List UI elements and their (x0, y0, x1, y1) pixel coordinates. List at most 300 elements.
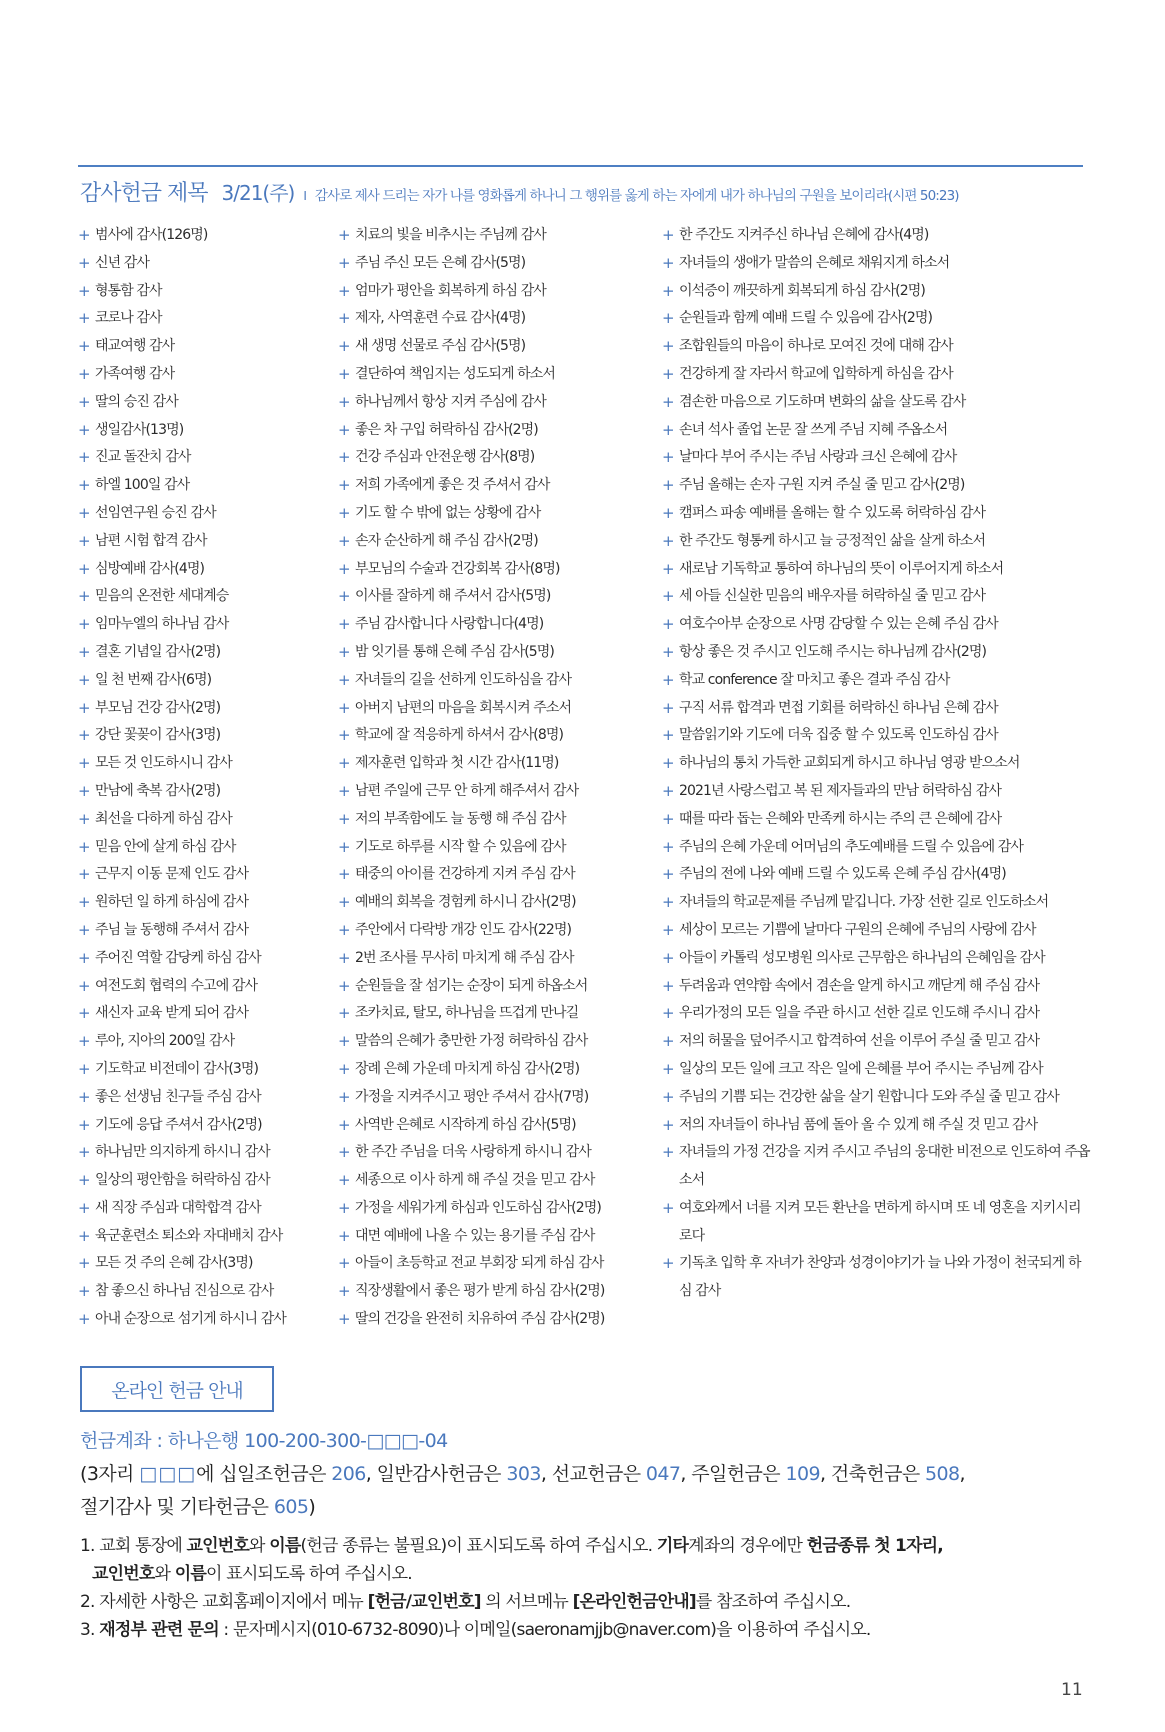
codes-text: ) (308, 1496, 316, 1518)
thanks-item (662, 1056, 1092, 1084)
thanks-item-text: 생일감사(13명) (95, 421, 184, 438)
plus-icon: + (78, 837, 90, 856)
plus-icon: + (662, 364, 674, 383)
thanks-item (78, 722, 328, 750)
plus-icon: + (78, 642, 90, 661)
note-text: 계좌의 경우에만 (688, 1536, 807, 1556)
plus-icon: + (78, 670, 90, 689)
thanks-item-text: 여호수아부 순장으로 사명 감당할 수 있는 은혜 주심 감사 (679, 616, 998, 633)
plus-icon: + (78, 281, 90, 300)
plus-icon: + (662, 809, 674, 828)
plus-icon: + (78, 698, 90, 717)
plus-icon: + (338, 642, 350, 661)
thanks-item-text: 임마누엘의 하나님 감사 (95, 616, 229, 633)
plus-icon: + (662, 948, 674, 967)
plus-icon: + (78, 809, 90, 828)
plus-icon: + (662, 503, 674, 522)
thanks-item-text: 엄마가 평안을 회복하게 하심 감사 (355, 282, 546, 299)
thanks-item-text: 기독초 입학 후 자녀가 찬양과 성경이야기가 늘 나와 가정이 천국되게 하심 감사 (679, 1255, 1081, 1300)
thanks-item (338, 1028, 658, 1056)
thanks-item-text: 저희 가족에게 좋은 것 주셔서 감사 (355, 477, 550, 494)
thanks-item-text: 남편 주일에 근무 안 하게 해주셔서 감사 (355, 782, 579, 799)
thanks-item (338, 917, 658, 945)
thanks-item-text: 손녀 석사 졸업 논문 잘 쓰게 주님 지혜 주옵소서 (679, 421, 948, 438)
thanks-item-text: 참 좋으신 하나님 진심으로 감사 (95, 1283, 274, 1300)
thanks-item (338, 472, 658, 500)
thanks-item-text: 남편 시험 합격 감사 (95, 532, 207, 549)
thanks-item (338, 806, 658, 834)
thanks-item (78, 444, 328, 472)
thanks-item (78, 611, 328, 639)
plus-icon: + (662, 1004, 674, 1023)
thanks-item (338, 1084, 658, 1112)
thanks-item (78, 1084, 328, 1112)
plus-icon: + (338, 1143, 350, 1162)
thanks-item-text: 여호와께서 너를 지켜 모든 환난을 면하게 하시며 또 네 영혼을 지키시리로다 (679, 1199, 1081, 1244)
thanks-item (338, 639, 658, 667)
thanks-item (662, 556, 1092, 584)
plus-icon: + (78, 976, 90, 995)
thanks-item (662, 695, 1092, 723)
thanks-item (338, 1000, 658, 1028)
codes-text: 절기감사 및 기타헌금은 (80, 1496, 274, 1518)
thanks-item (78, 917, 328, 945)
plus-icon: + (78, 781, 90, 800)
thanks-item-text: 기도에 응답 주셔서 감사(2명) (95, 1116, 262, 1133)
thanks-item-text: 일 천 번째 감사(6명) (95, 671, 212, 688)
thanks-item (78, 528, 328, 556)
plus-icon: + (338, 1282, 350, 1301)
thanks-item-text: 저의 자녀들이 하나님 품에 돌아 올 수 있게 해 주실 것 믿고 감사 (679, 1116, 1038, 1133)
plus-icon: + (78, 1254, 90, 1273)
thanks-item-text: 여전도회 협력의 수고에 감사 (95, 977, 258, 994)
plus-icon: + (78, 1004, 90, 1023)
thanks-item (338, 889, 658, 917)
note-2 (80, 1588, 1090, 1616)
thanks-item (338, 389, 658, 417)
code-mission: 047 (645, 1463, 681, 1485)
thanks-item-text: 자녀들의 생애가 말씀의 은혜로 채워지게 하소서 (679, 254, 950, 271)
thanks-offering-header (80, 176, 1090, 207)
thanks-item-text: 새로남 기독학교 통하여 하나님의 뜻이 이루어지게 하소서 (679, 560, 1004, 577)
thanks-item (78, 472, 328, 500)
thanks-item-text: 캠퍼스 파송 예배를 올해는 할 수 있도록 허락하심 감사 (679, 504, 986, 521)
plus-icon: + (662, 920, 674, 939)
thanks-column-3 (662, 222, 1092, 1306)
thanks-item-text: 항상 좋은 것 주시고 인도해 주시는 하나님께 감사(2명) (679, 643, 987, 660)
plus-icon: + (338, 587, 350, 606)
thanks-item-text: 딸의 승진 감사 (95, 393, 178, 410)
thanks-item-text: 믿음의 온전한 세대계승 (95, 588, 229, 605)
thanks-item (338, 945, 658, 973)
thanks-item (338, 1223, 658, 1251)
thanks-item (662, 806, 1092, 834)
bible-verse: 감사로 제사 드리는 자가 나를 영화롭게 하나니 그 행위를 옳게 하는 자에게 내가 하나님의 구원을 보이리라(시편 50:23) (314, 188, 959, 204)
plus-icon: + (78, 1032, 90, 1051)
thanks-item (338, 1056, 658, 1084)
thanks-item-text: 주님의 기쁨 되는 건강한 삶을 살기 원합니다 도와 주실 줄 믿고 감사 (679, 1088, 1059, 1105)
thanks-item (78, 556, 328, 584)
thanks-item (662, 667, 1092, 695)
thanks-item-text: 두려움과 연약함 속에서 겸손을 알게 하시고 깨닫게 해 주심 감사 (679, 977, 1040, 994)
thanks-item (338, 222, 658, 250)
plus-icon: + (662, 476, 674, 495)
plus-icon: + (338, 920, 350, 939)
plus-icon: + (662, 726, 674, 745)
thanks-item (662, 917, 1092, 945)
thanks-item-text: 주님 올해는 손자 구원 지켜 주실 줄 믿고 감사(2명) (679, 477, 965, 494)
thanks-item (338, 834, 658, 862)
note-text: 의 서브메뉴 (480, 1592, 573, 1612)
offering-codes (80, 1458, 1080, 1524)
plus-icon: + (662, 1254, 674, 1273)
thanks-item-text: 자녀들의 길을 선하게 인도하심을 감사 (355, 671, 572, 688)
note-bold: 이름 (269, 1536, 301, 1556)
thanks-item-text: 아들이 초등학교 전교 부회장 되게 하심 감사 (355, 1255, 604, 1272)
codes-text: , 건축헌금은 (819, 1463, 926, 1485)
plus-icon: + (662, 1087, 674, 1106)
plus-icon: + (78, 420, 90, 439)
plus-icon: + (662, 1115, 674, 1134)
offering-notes (80, 1532, 1090, 1644)
thanks-item-text: 결혼 기념일 감사(2명) (95, 643, 221, 660)
thanks-item (338, 1112, 658, 1140)
plus-icon: + (338, 726, 350, 745)
thanks-item-text: 순원들을 잘 섬기는 순장이 되게 하옵소서 (355, 977, 588, 994)
thanks-item (338, 333, 658, 361)
plus-icon: + (662, 893, 674, 912)
note-text: 2. 자세한 사항은 교회홈페이지에서 메뉴 (80, 1592, 368, 1612)
code-placeholder-boxes: □□□ (139, 1463, 197, 1485)
plus-icon: + (662, 559, 674, 578)
note-bold: 교인번호 (186, 1536, 250, 1556)
thanks-item (78, 333, 328, 361)
thanks-item-text: 딸의 건강을 완전히 치유하여 주심 감사(2명) (355, 1311, 605, 1328)
thanks-item-text: 치료의 빛을 비추시는 주님께 감사 (355, 227, 546, 243)
thanks-item (78, 361, 328, 389)
thanks-item (78, 305, 328, 333)
plus-icon: + (338, 615, 350, 634)
thanks-item (338, 1167, 658, 1195)
thanks-item-text: 주안에서 다락방 개강 인도 감사(22명) (355, 921, 572, 938)
thanks-item-text: 자녀들의 학교문제를 주님께 맡깁니다. 가장 선한 길로 인도하소서 (679, 894, 1049, 911)
plus-icon: + (338, 392, 350, 411)
thanks-item (338, 250, 658, 278)
thanks-item-text: 장례 은혜 가운데 마치게 하심 감사(2명) (355, 1060, 580, 1077)
thanks-item-text: 직장생활에서 좋은 평가 받게 하심 감사(2명) (355, 1283, 605, 1300)
plus-icon: + (662, 281, 674, 300)
thanks-item (662, 722, 1092, 750)
thanks-item-text: 2021년 사랑스럽고 복 된 제자들과의 만남 허락하심 감사 (679, 782, 1001, 799)
plus-icon: + (78, 1115, 90, 1134)
thanks-item-text: 원하던 일 하게 하심에 감사 (95, 894, 249, 911)
thanks-item-text: 한 주간도 형통케 하시고 늘 긍정적인 삶을 살게 하소서 (679, 532, 986, 549)
thanks-item (662, 750, 1092, 778)
thanks-item-text: 주님의 전에 나와 예배 드릴 수 있도록 은혜 주심 감사(4명) (679, 866, 1006, 883)
thanks-item (662, 417, 1092, 445)
online-offering-title: 온라인 헌금 안내 (80, 1366, 274, 1412)
plus-icon: + (338, 865, 350, 884)
thanks-item-text: 아버지 남편의 마음을 회복시켜 주소서 (355, 699, 572, 716)
plus-icon: + (78, 920, 90, 939)
plus-icon: + (338, 1310, 350, 1329)
thanks-item-text: 새 직장 주심과 대학합격 감사 (95, 1199, 261, 1216)
plus-icon: + (662, 531, 674, 550)
plus-icon: + (338, 1059, 350, 1078)
thanks-item-text: 결단하여 책임지는 성도되게 하소서 (355, 365, 556, 382)
thanks-item (662, 861, 1092, 889)
thanks-item-text: 조합원들의 마음이 하나로 모여진 것에 대해 감사 (679, 338, 953, 355)
thanks-item (662, 1000, 1092, 1028)
thanks-item (78, 583, 328, 611)
plus-icon: + (78, 448, 90, 467)
thanks-item-text: 세상이 모르는 기쁨에 날마다 구원의 은혜에 주님의 사랑에 감사 (679, 921, 1036, 938)
thanks-item-text: 기도 할 수 밖에 없는 상황에 감사 (355, 504, 541, 521)
plus-icon: + (338, 893, 350, 912)
thanks-item (662, 973, 1092, 1001)
thanks-item (338, 444, 658, 472)
thanks-item-text: 건강 주심과 안전운행 감사(8명) (355, 449, 535, 466)
plus-icon: + (78, 1171, 90, 1190)
thanks-item (662, 583, 1092, 611)
plus-icon: + (338, 1115, 350, 1134)
thanks-item (78, 889, 328, 917)
code-other: 605 (273, 1496, 309, 1518)
thanks-item (662, 1084, 1092, 1112)
plus-icon: + (338, 698, 350, 717)
thanks-item-text: 범사에 감사(126명) (95, 227, 208, 243)
thanks-item (78, 1028, 328, 1056)
thanks-item-text: 손자 순산하게 해 주심 감사(2명) (355, 532, 538, 549)
thanks-item (338, 528, 658, 556)
thanks-item-text: 육군훈련소 퇴소와 자대배치 감사 (95, 1227, 283, 1244)
thanks-item (662, 889, 1092, 917)
plus-icon: + (78, 503, 90, 522)
thanks-item-text: 하엘 100일 감사 (95, 477, 190, 494)
thanks-item-text: 대면 예배에 나올 수 있는 용기를 주심 감사 (355, 1227, 595, 1244)
thanks-item-text: 태교여행 감사 (95, 338, 175, 355)
thanks-item-text: 사역반 은혜로 시작하게 하심 감사(5명) (355, 1116, 576, 1133)
thanks-item-text: 이사를 잘하게 해 주셔서 감사(5명) (355, 588, 551, 605)
thanks-item-text: 2번 조사를 무사히 마치게 해 주심 감사 (355, 949, 574, 966)
thanks-item (338, 1306, 658, 1334)
thanks-item-text: 주님 주신 모든 은혜 감사(5명) (355, 254, 526, 271)
note-bold: 이름 (174, 1564, 206, 1584)
plus-icon: + (338, 448, 350, 467)
plus-icon: + (78, 948, 90, 967)
thanks-item (338, 778, 658, 806)
thanks-item (78, 778, 328, 806)
note-bold: [헌금/교인번호] (367, 1592, 481, 1612)
thanks-item-text: 세종으로 이사 하게 해 주실 것을 믿고 감사 (355, 1172, 595, 1189)
thanks-item (338, 695, 658, 723)
thanks-item-text: 학교에 잘 적응하게 하셔서 감사(8명) (355, 727, 564, 744)
thanks-item (338, 750, 658, 778)
plus-icon: + (78, 726, 90, 745)
thanks-item-text: 심방예배 감사(4명) (95, 560, 205, 577)
plus-icon: + (78, 559, 90, 578)
codes-text: , 주일헌금은 (680, 1463, 786, 1485)
thanks-item (338, 583, 658, 611)
thanks-item (662, 834, 1092, 862)
plus-icon: + (338, 1254, 350, 1273)
thanks-item-text: 믿음 안에 살게 하심 감사 (95, 838, 236, 855)
thanks-item (78, 1056, 328, 1084)
plus-icon: + (78, 587, 90, 606)
thanks-item (662, 333, 1092, 361)
thanks-item (662, 1250, 1092, 1306)
plus-icon: + (78, 309, 90, 328)
page-number: 11 (1061, 1680, 1083, 1700)
plus-icon: + (662, 698, 674, 717)
note-text: 이 표시되도록 하여 주십시오. (205, 1564, 412, 1584)
plus-icon: + (662, 1032, 674, 1051)
code-thanks: 303 (506, 1463, 541, 1485)
thanks-item-text: 강단 꽃꽂이 감사(3명) (95, 727, 221, 744)
section-date: 3/21(주) (221, 181, 295, 205)
plus-icon: + (338, 948, 350, 967)
plus-icon: + (338, 226, 350, 244)
thanks-item (78, 417, 328, 445)
thanks-item (662, 639, 1092, 667)
thanks-item-text: 제자훈련 입학과 첫 시간 감사(11명) (355, 755, 559, 772)
note-bold: [온라인헌금안내] (572, 1592, 696, 1612)
plus-icon: + (78, 1143, 90, 1162)
header-separator: I (303, 189, 307, 203)
thanks-item-text: 학교 conference 잘 마치고 좋은 결과 주심 감사 (679, 671, 950, 688)
note-text: 를 참조하여 주십시오. (695, 1592, 851, 1612)
thanks-item (78, 1278, 328, 1306)
plus-icon: + (662, 754, 674, 773)
note-1-cont (80, 1560, 1090, 1588)
thanks-item-text: 말씀읽기와 기도에 더욱 집중 할 수 있도록 인도하심 감사 (679, 727, 998, 744)
thanks-item-text: 일상의 평안함을 허락하심 감사 (95, 1172, 270, 1189)
plus-icon: + (78, 226, 90, 244)
plus-icon: + (78, 1087, 90, 1106)
thanks-item-text: 주님 늘 동행해 주셔서 감사 (95, 921, 249, 938)
thanks-item (662, 472, 1092, 500)
thanks-item (662, 611, 1092, 639)
thanks-item-text: 기도학교 비전데이 감사(3명) (95, 1060, 259, 1077)
thanks-item-text: 근무지 이동 문제 인도 감사 (95, 866, 249, 883)
note-bold: 재정부 관련 문의 (99, 1620, 219, 1640)
thanks-item (662, 1139, 1092, 1195)
thanks-item-text: 순원들과 함께 예배 드릴 수 있음에 감사(2명) (679, 310, 933, 327)
plus-icon: + (662, 253, 674, 272)
thanks-item (338, 1195, 658, 1223)
thanks-item (78, 278, 328, 306)
thanks-item (662, 945, 1092, 973)
thanks-item (662, 1112, 1092, 1140)
plus-icon: + (78, 1226, 90, 1245)
thanks-item-text: 주어진 역할 감당케 하심 감사 (95, 949, 261, 966)
thanks-item-text: 선임연구원 승진 감사 (95, 504, 216, 521)
thanks-item (78, 639, 328, 667)
thanks-item (338, 500, 658, 528)
thanks-item (662, 444, 1092, 472)
thanks-item-text: 기도로 하루를 시작 할 수 있음에 감사 (355, 838, 566, 855)
thanks-item (78, 1306, 328, 1334)
thanks-item (78, 1112, 328, 1140)
thanks-item-text: 아내 순장으로 섬기게 하시니 감사 (95, 1311, 286, 1328)
note-bold: 헌금종류 첫 1자리, (806, 1536, 943, 1556)
plus-icon: + (338, 531, 350, 550)
plus-icon: + (78, 893, 90, 912)
plus-icon: + (78, 337, 90, 356)
thanks-item-text: 저의 허물을 덮어주시고 합격하여 선을 이루어 주실 줄 믿고 감사 (679, 1033, 1040, 1050)
codes-text: 에 십일조헌금은 (196, 1463, 332, 1485)
thanks-item-text: 태중의 아이를 건강하게 지켜 주심 감사 (355, 866, 575, 883)
thanks-item-text: 저의 부족함에도 늘 동행 해 주심 감사 (355, 810, 566, 827)
codes-text: (3자리 (80, 1463, 140, 1485)
plus-icon: + (338, 559, 350, 578)
thanks-column-1 (78, 222, 328, 1334)
plus-icon: + (662, 1143, 674, 1162)
thanks-item-text: 예배의 회복을 경험케 하시니 감사(2명) (355, 894, 576, 911)
plus-icon: + (78, 865, 90, 884)
thanks-item-text: 날마다 부어 주시는 주님 사랑과 크신 은혜에 감사 (679, 449, 957, 466)
plus-icon: + (662, 337, 674, 356)
note-bold: 기타 (656, 1536, 689, 1556)
code-sunday: 109 (785, 1463, 820, 1485)
plus-icon: + (78, 754, 90, 773)
thanks-item (338, 278, 658, 306)
plus-icon: + (662, 865, 674, 884)
note-text: 1. 교회 통장에 (80, 1536, 187, 1556)
code-building: 508 (925, 1463, 960, 1485)
thanks-item-text: 한 주간도 지켜주신 하나님 은혜에 감사(4명) (679, 227, 929, 243)
thanks-item (78, 973, 328, 1001)
plus-icon: + (338, 503, 350, 522)
thanks-item (78, 1000, 328, 1028)
thanks-item (78, 861, 328, 889)
thanks-item-text: 코로나 감사 (95, 310, 162, 327)
thanks-item-text: 모든 것 주의 은혜 감사(3명) (95, 1255, 253, 1272)
note-text: 와 (249, 1536, 270, 1556)
thanks-column-2 (338, 222, 658, 1334)
plus-icon: + (662, 1198, 674, 1217)
thanks-item (662, 1195, 1092, 1251)
plus-icon: + (662, 420, 674, 439)
thanks-item (662, 528, 1092, 556)
plus-icon: + (338, 837, 350, 856)
plus-icon: + (338, 420, 350, 439)
thanks-item (78, 1223, 328, 1251)
plus-icon: + (338, 1004, 350, 1023)
thanks-item-text: 최선을 다하게 하심 감사 (95, 810, 232, 827)
thanks-item (662, 778, 1092, 806)
thanks-item-text: 만남에 축복 감사(2명) (95, 782, 221, 799)
note-bold: 교인번호 (92, 1564, 155, 1584)
plus-icon: + (338, 976, 350, 995)
plus-icon: + (78, 476, 90, 495)
thanks-item (662, 250, 1092, 278)
plus-icon: + (338, 476, 350, 495)
plus-icon: + (338, 809, 350, 828)
thanks-item-text: 새신자 교육 받게 되어 감사 (95, 1005, 249, 1022)
thanks-item-text: 가정을 세워가게 하심과 인도하심 감사(2명) (355, 1199, 601, 1216)
plus-icon: + (662, 976, 674, 995)
thanks-item-text: 가족여행 감사 (95, 365, 175, 382)
thanks-item-text: 새 생명 선물로 주심 감사(5명) (355, 338, 526, 355)
offering-account: 헌금계좌 : 하나은행 100-200-300-□□□-04 (80, 1430, 448, 1452)
thanks-item-text: 세 아들 신실한 믿음의 배우자를 허락하실 줄 믿고 감사 (679, 588, 986, 605)
plus-icon: + (78, 615, 90, 634)
thanks-item-text: 신년 감사 (95, 254, 150, 271)
thanks-item (78, 1250, 328, 1278)
plus-icon: + (662, 615, 674, 634)
thanks-item (338, 861, 658, 889)
